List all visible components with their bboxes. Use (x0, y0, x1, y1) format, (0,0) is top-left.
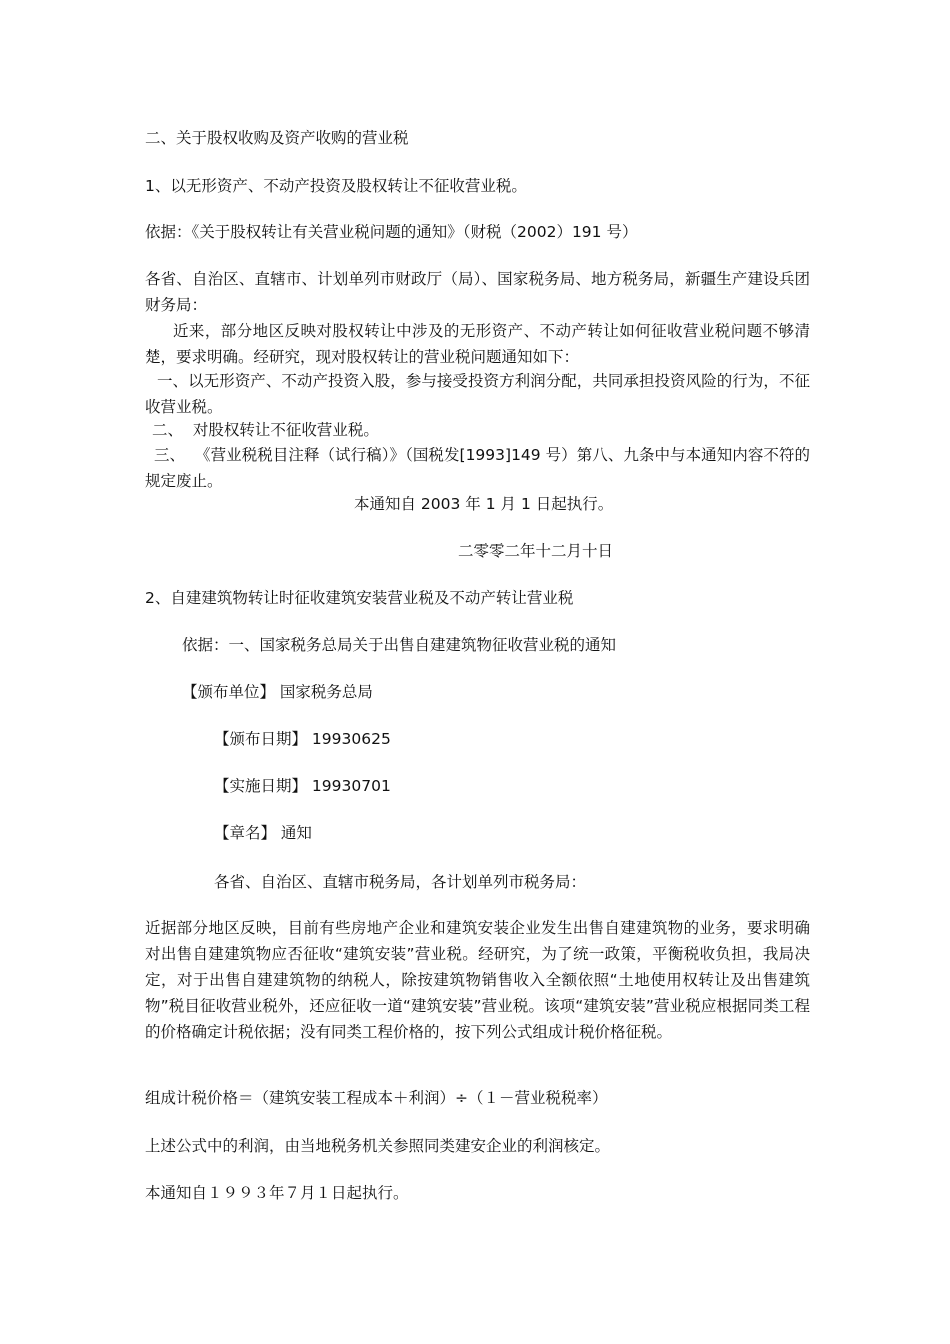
item2-chapter: 【章名】 通知 (214, 824, 312, 842)
item2-issue-date: 【颁布日期】 19930625 (214, 730, 391, 748)
item1-basis: 依据：《关于股权转让有关营业税问题的通知》（财税（2002）191 号） (145, 223, 638, 241)
item2-addressees: 各省、自治区、直辖市税务局，各计划单列市税务局： (214, 873, 587, 891)
item1-date: 二零零二年十二月十日 (458, 542, 614, 560)
item1-point3: 三、 《营业税税目注释（试行稿）》（国税发[1993]149 号）第八、九条中与本通知内容不符的规定废止。 (145, 446, 810, 490)
item2-profit-note: 上述公式中的利润，由当地税务机关参照同类建安企业的利润核定。 (145, 1137, 611, 1155)
item1-point1: 一、以无形资产、不动产投资入股，参与接受投资方利润分配，共同承担投资风险的行为，不征收营业税。 (145, 372, 810, 416)
section-title: 二、关于股权收购及资产收购的营业税 (145, 129, 409, 147)
item2-issuer: 【颁布单位】 国家税务总局 (182, 683, 373, 701)
item1-point2: 二、 对股权转让不征收营业税。 (152, 421, 379, 439)
item2-effective: 本通知自１９９３年７月１日起执行。 (145, 1184, 409, 1202)
item1-heading: 1、以无形资产、不动产投资及股权转让不征收营业税。 (145, 177, 527, 195)
item2-body: 近据部分地区反映，目前有些房地产企业和建筑安装企业发生出售自建建筑物的业务，要求明确对出售自建建筑物应否征收“建筑安装”营业税。经研究，为了统一政策，平衡税收负担，我局决定，对于出售自建建筑物的纳税人，除按建筑物销售收入全额依照“土地使用权转让及出售建筑物”税目征收营业税外，还应征收一道“建筑安装”营业税。该项“建筑安装”营业税应根据同类工程的价格确定计税依据；没有同类工程价格的，按下列公式组成计税价格征税。 (145, 919, 810, 1041)
item2-heading: 2、自建建筑物转让时征收建筑安装营业税及不动产转让营业税 (145, 589, 574, 607)
item2-basis: 依据：一、国家税务总局关于出售自建建筑物征收营业税的通知 (182, 636, 617, 654)
item1-effective: 本通知自 2003 年 1 月 1 日起执行。 (354, 495, 614, 513)
item2-formula: 组成计税价格＝（建筑安装工程成本＋利润）÷（１－营业税税率） (145, 1089, 608, 1107)
item1-intro: 近来，部分地区反映对股权转让中涉及的无形资产、不动产转让如何征收营业税问题不够清楚，要求明确。经研究，现对股权转让的营业税问题通知如下： (145, 322, 810, 366)
item1-addressees: 各省、自治区、直辖市、计划单列市财政厅（局）、国家税务局、地方税务局，新疆生产建设兵团财务局： (145, 270, 810, 314)
item2-effective-date: 【实施日期】 19930701 (214, 777, 391, 795)
